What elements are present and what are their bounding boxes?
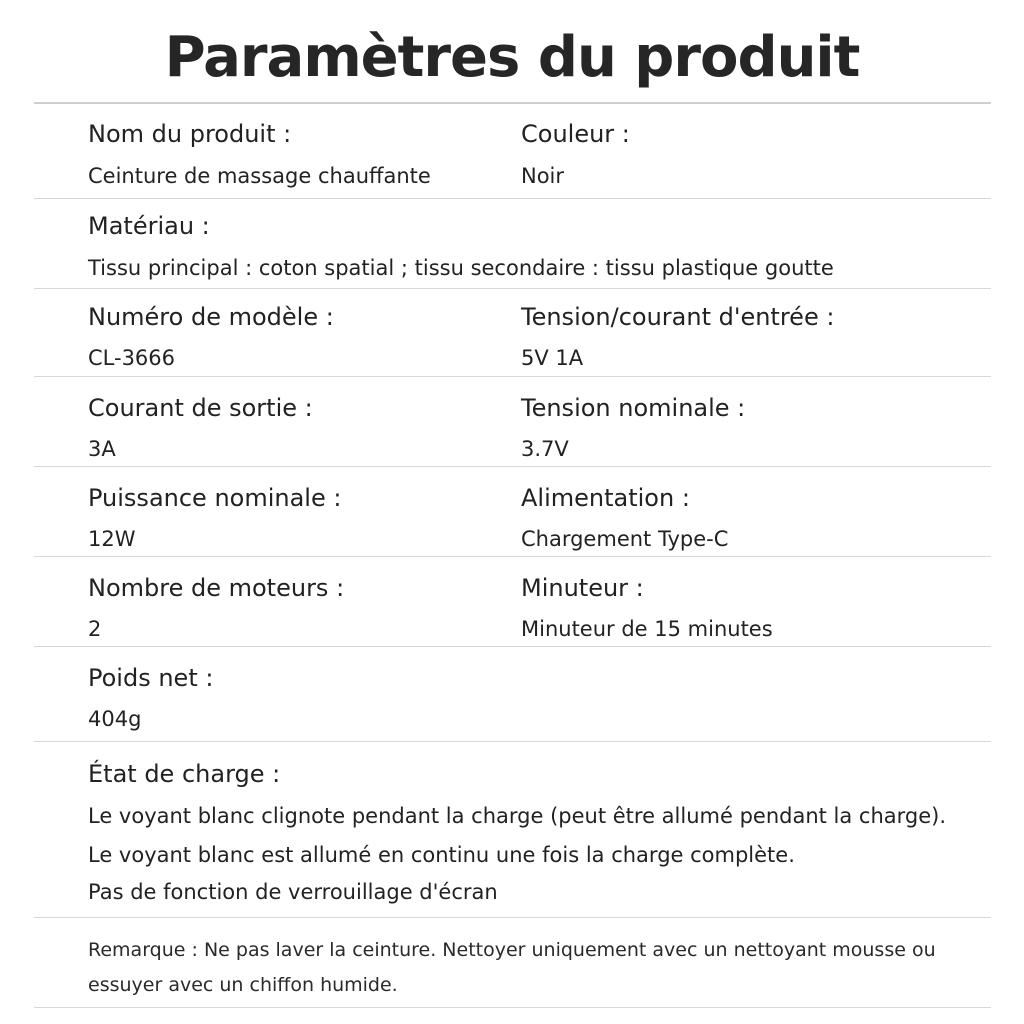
material-value: Tissu principal : coton spatial ; tissu secondaire : tissu plastique goutte: [88, 256, 834, 280]
charge-state-line: Le voyant blanc est allumé en continu une fois la charge complète.: [88, 843, 795, 867]
title-divider: [34, 102, 991, 104]
timer-value: Minuteur de 15 minutes: [521, 617, 773, 641]
remark-line: essuyer avec un chiffon humide.: [88, 974, 398, 996]
output-current-label: Courant de sortie :: [88, 394, 313, 422]
nominal-voltage-value: 3.7V: [521, 437, 569, 461]
row-divider: [34, 288, 991, 289]
power-supply-value: Chargement Type-C: [521, 527, 729, 551]
timer-label: Minuteur :: [521, 574, 644, 602]
nominal-power-value: 12W: [88, 527, 136, 551]
nominal-power-label: Puissance nominale :: [88, 484, 342, 512]
color-value: Noir: [521, 164, 565, 188]
page-title: Paramètres du produit: [164, 25, 860, 90]
net-weight-label: Poids net :: [88, 664, 214, 692]
row-divider: [34, 741, 991, 742]
charge-state-line: Le voyant blanc clignote pendant la charge (peut être allumé pendant la charge).: [88, 804, 947, 828]
motor-count-value: 2: [88, 617, 102, 641]
color-label: Couleur :: [521, 120, 630, 148]
model-number-label: Numéro de modèle :: [88, 303, 334, 331]
row-divider: [34, 646, 991, 647]
nominal-voltage-label: Tension nominale :: [521, 394, 746, 422]
material-label: Matériau :: [88, 212, 210, 240]
row-divider: [34, 466, 991, 467]
row-divider: [34, 556, 991, 557]
product-name-label: Nom du produit :: [88, 120, 292, 148]
motor-count-label: Nombre de moteurs :: [88, 574, 345, 602]
input-voltage-value: 5V 1A: [521, 346, 584, 370]
net-weight-value: 404g: [88, 707, 142, 731]
power-supply-label: Alimentation :: [521, 484, 690, 512]
row-divider: [34, 376, 991, 377]
remark-line: Remarque : Ne pas laver la ceinture. Nettoyer uniquement avec un nettoyant mousse ou: [88, 939, 936, 961]
input-voltage-label: Tension/courant d'entrée :: [521, 303, 835, 331]
charge-state-line: Pas de fonction de verrouillage d'écran: [88, 880, 498, 904]
row-divider: [34, 917, 991, 918]
row-divider: [34, 198, 991, 199]
model-number-value: CL-3666: [88, 346, 176, 370]
charge-state-label: État de charge :: [88, 760, 281, 788]
output-current-value: 3A: [88, 437, 116, 461]
product-name-value: Ceinture de massage chauffante: [88, 164, 431, 188]
row-divider: [34, 1007, 991, 1008]
